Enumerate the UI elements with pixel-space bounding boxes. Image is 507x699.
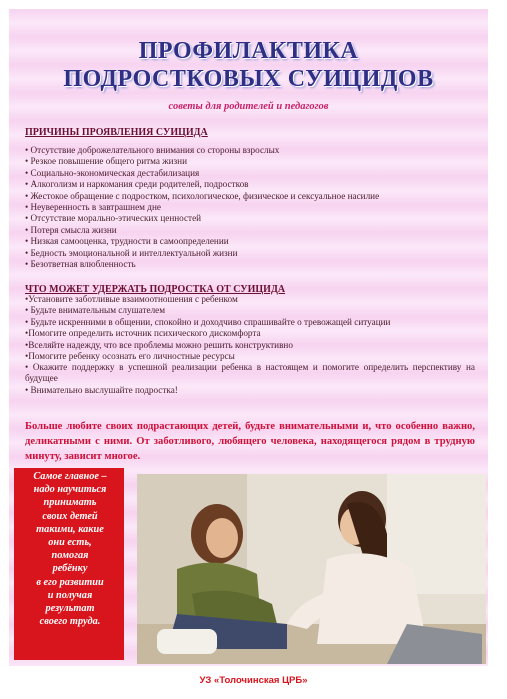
list-item: • Неуверенность в завтрашнем дне <box>25 202 161 213</box>
list-item: • Бедность эмоциональной и интеллектуальной жизни <box>25 247 238 258</box>
list-item: • Будьте внимательным слушателем <box>25 305 166 316</box>
causes-list <box>25 145 475 270</box>
title-line-2: ПОДРОСТКОВЫХ СУИЦИДОВ <box>63 66 434 92</box>
list-item: • Отсутствие доброжелательного внимания со стороны взрослых <box>25 145 280 155</box>
list-item: • Отсутствие морально-этических ценностей <box>25 213 202 224</box>
support-item: • Окажите поддержку в успешной реализации ребенка в настоящем и помогите определить перспективу на будущее <box>25 362 475 384</box>
list-item: • Будьте искренними в общении, спокойно и доходчиво спрашивайте о тревожащей ситуации <box>25 316 391 327</box>
quote-text: Самое главное – надо научиться принимать своих детей такими, какие они есть, помогая ребёнку в его развитии и получая результат своего труда. <box>33 471 107 628</box>
photo-teen-and-parent <box>137 474 486 664</box>
list-item: • Потеря смысла жизни <box>25 224 117 235</box>
list-item: •Помогите определить источник психического дискомфорта <box>25 328 261 339</box>
causes-title: ПРИЧИНЫ ПРОЯВЛЕНИЯ СУИЦИДА <box>25 127 208 138</box>
list-item: • Низкая самооценка, трудности в самоопределении <box>25 236 229 247</box>
list-item: • Безответная влюбленность <box>25 259 136 270</box>
list-item: • Социально-экономическая дестабилизация <box>25 167 200 178</box>
list-item: • Жестокое обращение с подростком, психологическое, физическое и сексуальное насилие <box>25 190 380 201</box>
list-item: •Установите заботливые взаимоотношения с ребенком <box>25 294 238 304</box>
title-line-1: ПРОФИЛАКТИКА <box>138 38 359 64</box>
help-title: ЧТО МОЖЕТ УДЕРЖАТЬ ПОДРОСТКА ОТ СУИЦИДА <box>25 284 286 295</box>
list-item: • Резкое повышение общего ритма жизни <box>25 156 188 167</box>
appeal-text: Больше любите своих подрастающих детей, будьте внимательными и, что особенно важно, деликатными с ними. От заботливого, любящего человека, находящегося рядом в трудную минуту, зависит многое. <box>25 421 475 462</box>
help-list <box>25 294 475 362</box>
subtitle: советы для родителей и педагогов <box>168 101 329 112</box>
list-item: •Вселяйте надежду, что все проблемы можно решить конструктивно <box>25 339 293 350</box>
footer-organization: УЗ «Толочинская ЦРБ» <box>199 675 308 686</box>
list-item: • Алкоголизм и наркомания среди родителей, подростков <box>25 179 249 190</box>
list-item: •Помогите ребенку осознать его личностные ресурсы <box>25 351 235 362</box>
photo-illustration <box>137 474 486 664</box>
listen-item: • Внимательно выслушайте подростка! <box>25 385 178 395</box>
